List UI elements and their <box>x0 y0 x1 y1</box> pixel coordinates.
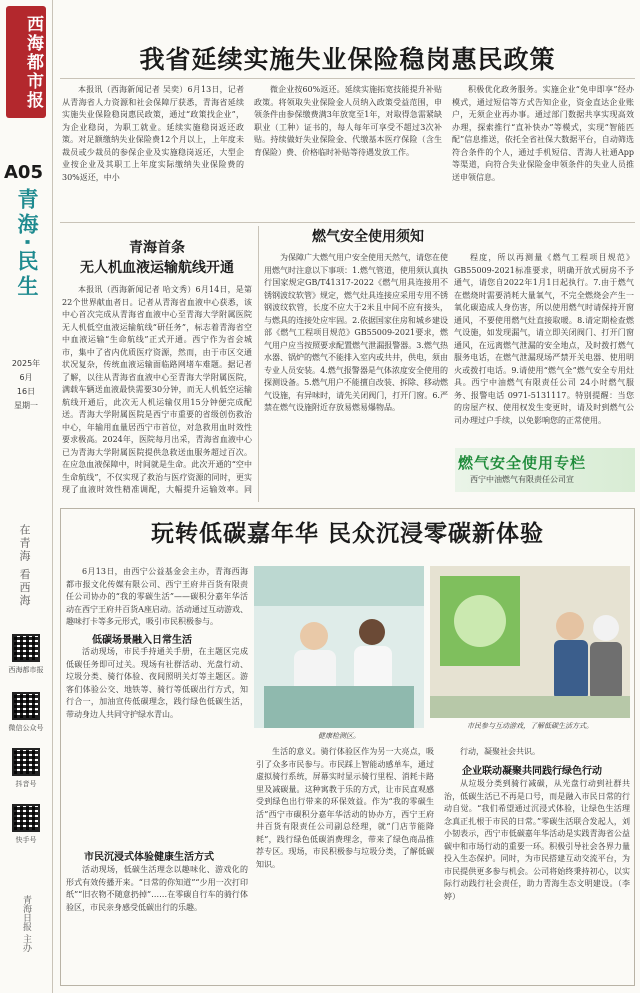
carnival-sec2-body: 活动现场，低碳生活理念以趣味化、游戏化的形式有效传播开来。“日常的你知道”“少用一次打印纸”“旧衣物不随意扔掉”……在零碳自行车的骑行体验区，市民亲身感受低碳出行的乐趣。 <box>66 865 248 912</box>
photo-caption: 健康检测区。 <box>318 732 360 740</box>
section-name: 青海·民生 <box>15 188 39 300</box>
photo-caption: 市民参与互动游戏，了解低碳生活方式。 <box>467 722 593 730</box>
date-month: 6月 <box>19 373 33 382</box>
gas-article-col2: 程度，所以再测量《燃气工程项目规范》GB55009-2021标准要求，明确开放式厨房不予通气，请您自2022年1月1日起执行。7.由于燃气在燃烧时需要消耗大量氧气，不完全燃烧会产生一氧化碳造成人身伤害，所以使用燃气时请保持开窗通风，不要使用燃气灶直接取暖。8.请定期检查燃气设施，如发现漏气，请立即关闭阀门、打开门窗通风，在远离燃气泄漏的安全地点，及时拨打燃气服务电话，在燃气泄漏现场严禁开关电器、使用明火或拨打电话。9.请使用“燃气全”燃气安全专用灶具。西宁中油燃气有限责任公司 24小时燃气服务、报警电话 0971-5131117。特别提醒：当您的房屋产权、使用权发生变更时，请及时到燃气公司办理过户手续，以免影响您的正常使用。 <box>454 253 634 425</box>
drone-article-body: 本报讯（西海新闻记者 哈文秀）6月14日，是第22个世界献血者日。记者从青海省血液中心获悉，该中心首次完成从青海省血液中心至青海大学附属医院无人机低空血液运输航线“研任务”，标志着青海省空中血液运输“生命航线”正式开通。西宁作为省会城市，集中了省内优质医疗资源，然而，由于市区交通状况复杂，传统血液运输面临路网堵车难题。据记者了解，以往从青海省血液中心至青海大学附属医院，满载车辆送血液最快需要30分钟，而无人机低空运输航线开通后，此次无人机运输仅用15分钟便完成配送。青海大学附属医院是西宁市重要的省级创伤救治中心，年输用血量居西宁市首位，对急救用血时效性要求极高。2024年，医院每月出采，青海省血液中心已为青海大学附属医院提供急救送血服务超过百次。在应急血液保障中，时间就是生命。此次开通的“空中生命航线”，不仅实现了救治与医疗资源的同时，更实现了血液时效性精准调配，大幅提升运输效率。同 <box>62 285 252 494</box>
qr-code-icon[interactable] <box>12 692 40 720</box>
carnival-sec1-body: 活动现场，市民手持通关手册，在主题区完成低碳任务即可过关。现场有社群活动、光盘行动、垃圾分类、骑行体验、夜间照明关灯等主题区。游客们体验公交、地铁等、骑行等低碳出行方式，知行合一，加油宣传低碳理念，践行绿色低碳生活，带动身边人共同守护绿水青山。 <box>66 647 248 719</box>
qr-label: 抖音号 <box>15 780 37 788</box>
carnival-intro: 6月13日，由西宁公益基金会主办，青海西海都市报文化传媒有限公司、西宁王府井百货有限责任公司协办的“我的零碳生活”——碳积分嘉年华活动在西宁王府井百货A座启动。活动通过互动游戏、趣味打卡等多元形式，吸引市民积极参与。 <box>66 567 248 626</box>
masthead-logo: 西海都市报 <box>6 6 46 118</box>
banner-title: 燃气安全使用专栏 <box>458 454 587 472</box>
qr-code-icon[interactable] <box>12 748 40 776</box>
drone-title: 无人机血液运输航线开通 <box>80 260 234 276</box>
qr-code-icon[interactable] <box>12 634 40 662</box>
date-day: 16日 <box>16 387 36 396</box>
carnival-sec3-title: 企业联动凝聚共同践行绿色行动 <box>462 766 602 777</box>
column-divider <box>258 226 259 502</box>
page-number: A05 <box>4 162 43 183</box>
qr-label: 西海都市报 <box>8 666 44 674</box>
carnival-headline: 玩转低碳嘉年华 民众沉浸零碳新体验 <box>150 520 544 547</box>
photo-interactive-game <box>430 566 630 718</box>
photo-health-check <box>254 566 424 728</box>
divider <box>60 222 635 223</box>
carnival-sec3-body: 从垃圾分类到骑行减碳，从光盘行动到社群共治，低碳生活已不再是口号，而是融入市民日常的行动自觉。“我们希望通过沉浸式体验，让绿色生活理念真正扎根于市民的日常。”零碳生活联合发起人，刘小韧表示，西宁市低碳嘉年华活动是实践青海省公益碳中和市场行动的重要一环。积极引导社会各界力量投入生态保护。同时，为市民搭建互动交流平台，为市民提供更多参与机会。公司将始终秉持初心，以实际行动践行社会责任，助力青海生态文明建设。（李婷） <box>444 779 630 901</box>
unemployment-article-col1: 本报讯（西海新闻记者 吴奕）6月13日，记者从青海省人力资源和社会保障厅获悉，青海省延续实施失业保险稳岗惠民政策，通过“政策找企业”，为企业稳岗，为职工就业。延续实施稳岗返还政策。对足额缴纳失业保险费12个月以上，上年度未裁员或少裁员的参保企业及实施稳岗返还，大型企业按企业及其职工上年度实际缴纳失业保险费的30%返还，中小 <box>62 85 244 182</box>
unemployment-article-col2: 微企业按60%返还。延续实施拓宽技能提升补贴政策。将领取失业保险金人员纳入政策受益范围，申领条件由参保缴费满3年放宽至1年，对取得急需紧缺职业（工种）证书的，每人每年可享受不超过3次补贴。持续做好失业保险金、代缴基本医疗保险（含生育保险）费、价格临时补贴等待遇发放工作。 <box>254 85 442 157</box>
page-headline: 我省延续实施失业保险稳岗惠民政策 <box>139 45 556 74</box>
qr-label: 快手号 <box>15 836 37 844</box>
publisher-note: 青海日报 主办 <box>21 895 31 952</box>
drone-kicker: 青海首条 <box>129 240 185 256</box>
qr-code-icon[interactable] <box>12 804 40 832</box>
carnival-sec1-title: 低碳场景融入日常生活 <box>92 635 192 646</box>
qr-label: 微信公众号 <box>8 724 44 732</box>
gas-article-col1: 为保障广大燃气用户安全使用天然气，请您在使用燃气时注意以下事项：1.燃气管道，使用须认真执行国家规定GB/T41317-2022《燃气用具连接用不锈钢波纹软管》规定，燃气灶具连接应采用专用不锈钢波纹软管，长度不应大于2米且中间不应有接头，与燃具的连接处应牢固。2.依据国家住房和城乡建设部《燃气工程项目规范》GB55009-2021要求，燃气用户应当按照要求配置燃气泄漏报警器。3.燃气热水器、锅炉的燃气不能排入室内或共井，供电，须由专业人员安装。4.燃气报警器是气体浓度安全使用的探测设备。5.燃气用户不能擅自改装、拆除、移动燃气设施，有异味时，请先关闭阀门，打开门窗。6.严禁在燃气设施附近存放易燃易爆物品。 <box>264 253 448 412</box>
divider <box>60 78 635 79</box>
photo-interactive-game-art <box>430 566 630 718</box>
date-weekday: 星期一 <box>14 401 38 410</box>
date-year: 2025年 <box>11 359 41 368</box>
slogan: 在青海 看西海 <box>18 524 31 608</box>
photo-health-check-art <box>254 566 424 728</box>
carnival-col3-lead: 行动，凝聚社会共识。 <box>460 747 540 756</box>
carnival-sec2-title: 市民沉浸式体验健康生活方式 <box>84 852 214 863</box>
unemployment-article-col3: 积极优化政务服务。实施企业“免申即享”经办模式，通过短信等方式告知企业，资金直达企业账户，无须企业再办事。通过部门数据共享实现高效办理，探索推行“直补快办”等模式，实现“智能匹配”信息推送，依托全省社保大数据平台，自动筛选符合条件的个人，通过手机短信、青海人社通App等渠道，向符合失业保险金申领条件的失业人员推送申领信息。 <box>452 85 634 182</box>
carnival-col2-body: 生活的意义。骑行体验区作为另一大亮点，吸引了众多市民参与。市民踩上智能动感单车，通过虚拟骑行系统，屏幕实时显示骑行里程、消耗卡路里及减碳量。这种寓教于乐的方式，让市民直观感受到绿色出行带来的环保效益。作为“我的零碳生活”西宁市碳积分嘉年华活动的协办方，西宁王府井百货有限责任公司副总经理，就“门店节能降耗”，践行绿色低碳消费理念，带来了绿色商品推荐专区。现场，市民积极参与垃圾分类，了解低碳知识。 <box>256 747 434 869</box>
banner-subtitle: 西宁中油燃气有限责任公司宣 <box>470 475 574 484</box>
gas-title: 燃气安全使用须知 <box>312 229 424 245</box>
